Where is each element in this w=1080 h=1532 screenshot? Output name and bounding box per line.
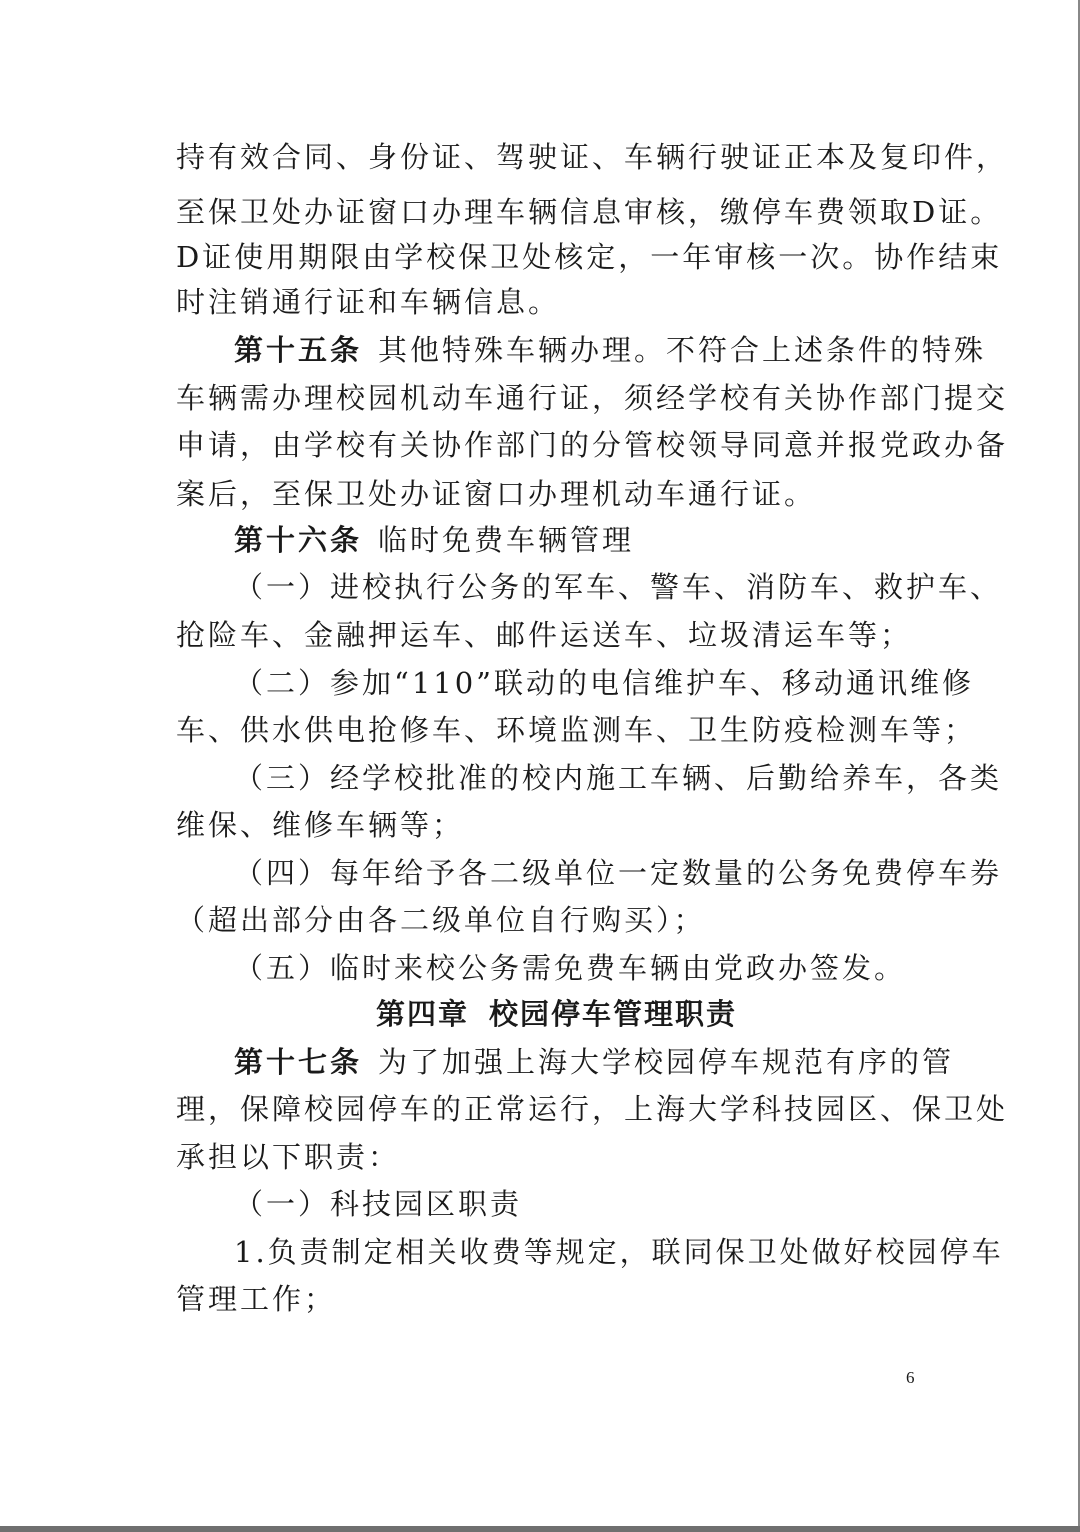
list-item-text: （五）临时来校公务需免费车辆由党政办签发。 [234,951,907,985]
list-item [0,1278,1080,1320]
body-line [0,191,1080,233]
chapter-number: 第四章 [376,997,470,1031]
body-line-text: 承担以下职责： [176,1140,401,1174]
body-line-text: 案后，至保卫处办证窗口办理机动车通行证。 [176,477,817,511]
article-15-heading [0,329,1080,371]
list-item [0,709,1080,751]
list-item-text: （三）经学校批准的校内施工车辆、后勤给养车，各类 [234,761,1003,795]
list-item-text: 车、供水供电抢修车、环境监测车、卫生防疫检测车等； [176,713,977,747]
list-item [0,852,1080,894]
list-item-text: （二）参加“110”联动的电信维护车、移动通讯维修 [234,666,975,700]
body-line-text: 申请，由学校有关协作部门的分管校领导同意并报党政办备 [176,428,1009,462]
article-title: 临时免费车辆管理 [378,523,635,557]
body-line-text: 理，保障校园停车的正常运行，上海大学科技园区、保卫处 [176,1092,1009,1126]
body-line-text: 至保卫处办证窗口办理车辆信息审核，缴停车费领取D证。 [176,195,1003,229]
body-line [0,377,1080,419]
list-item-text: 抢险车、金融押运车、邮件运送车、垃圾清运车等； [176,618,913,652]
list-item [0,662,1080,704]
body-line-text: D证使用期限由学校保卫处核定，一年审核一次。协作结束 [176,240,1003,274]
article-text: 其他特殊车辆办理。不符合上述条件的特殊 [378,333,987,367]
list-item [0,566,1080,608]
body-line-text: 时注销通行证和车辆信息。 [176,285,561,319]
list-item [0,899,1080,941]
body-line [0,424,1080,466]
article-16-heading [0,519,1080,561]
list-item [0,947,1080,989]
list-item-text: （超出部分由各二级单位自行购买）； [176,903,706,937]
list-item [0,614,1080,656]
chapter-title: 校园停车管理职责 [489,997,738,1031]
body-line [0,281,1080,323]
chapter-heading [0,993,1080,1035]
list-item-text: 管理工作； [176,1282,337,1316]
article-text: 为了加强上海大学校园停车规范有序的管 [378,1045,955,1079]
page-edge-bottom [0,1526,1080,1532]
body-line [0,473,1080,515]
list-item-text: 维保、维修车辆等； [176,808,465,842]
body-line-text: 车辆需办理校园机动车通行证，须经学校有关协作部门提交 [176,381,1009,415]
body-line [0,1088,1080,1130]
article-number: 第十六条 [234,523,363,557]
page-number: 6 [906,1368,915,1387]
body-line [0,1136,1080,1178]
list-item [0,804,1080,846]
article-number: 第十七条 [234,1045,363,1079]
list-item-text: 1.负责制定相关收费等规定，联同保卫处做好校园停车 [234,1235,1004,1269]
list-item [0,757,1080,799]
list-item-text: （一）进校执行公务的军车、警车、消防车、救护车、 [234,570,1003,604]
body-line-text: 持有效合同、身份证、驾驶证、车辆行驶证正本及复印件， [176,140,1009,174]
article-17-heading [0,1041,1080,1083]
body-line [0,136,1080,178]
list-item-text: （四）每年给予各二级单位一定数量的公务免费停车券 [234,856,1003,890]
sub-heading-text: （一）科技园区职责 [234,1187,523,1221]
body-line [0,236,1080,278]
list-item [0,1231,1080,1273]
article-number: 第十五条 [234,333,363,367]
sub-heading [0,1183,1080,1225]
